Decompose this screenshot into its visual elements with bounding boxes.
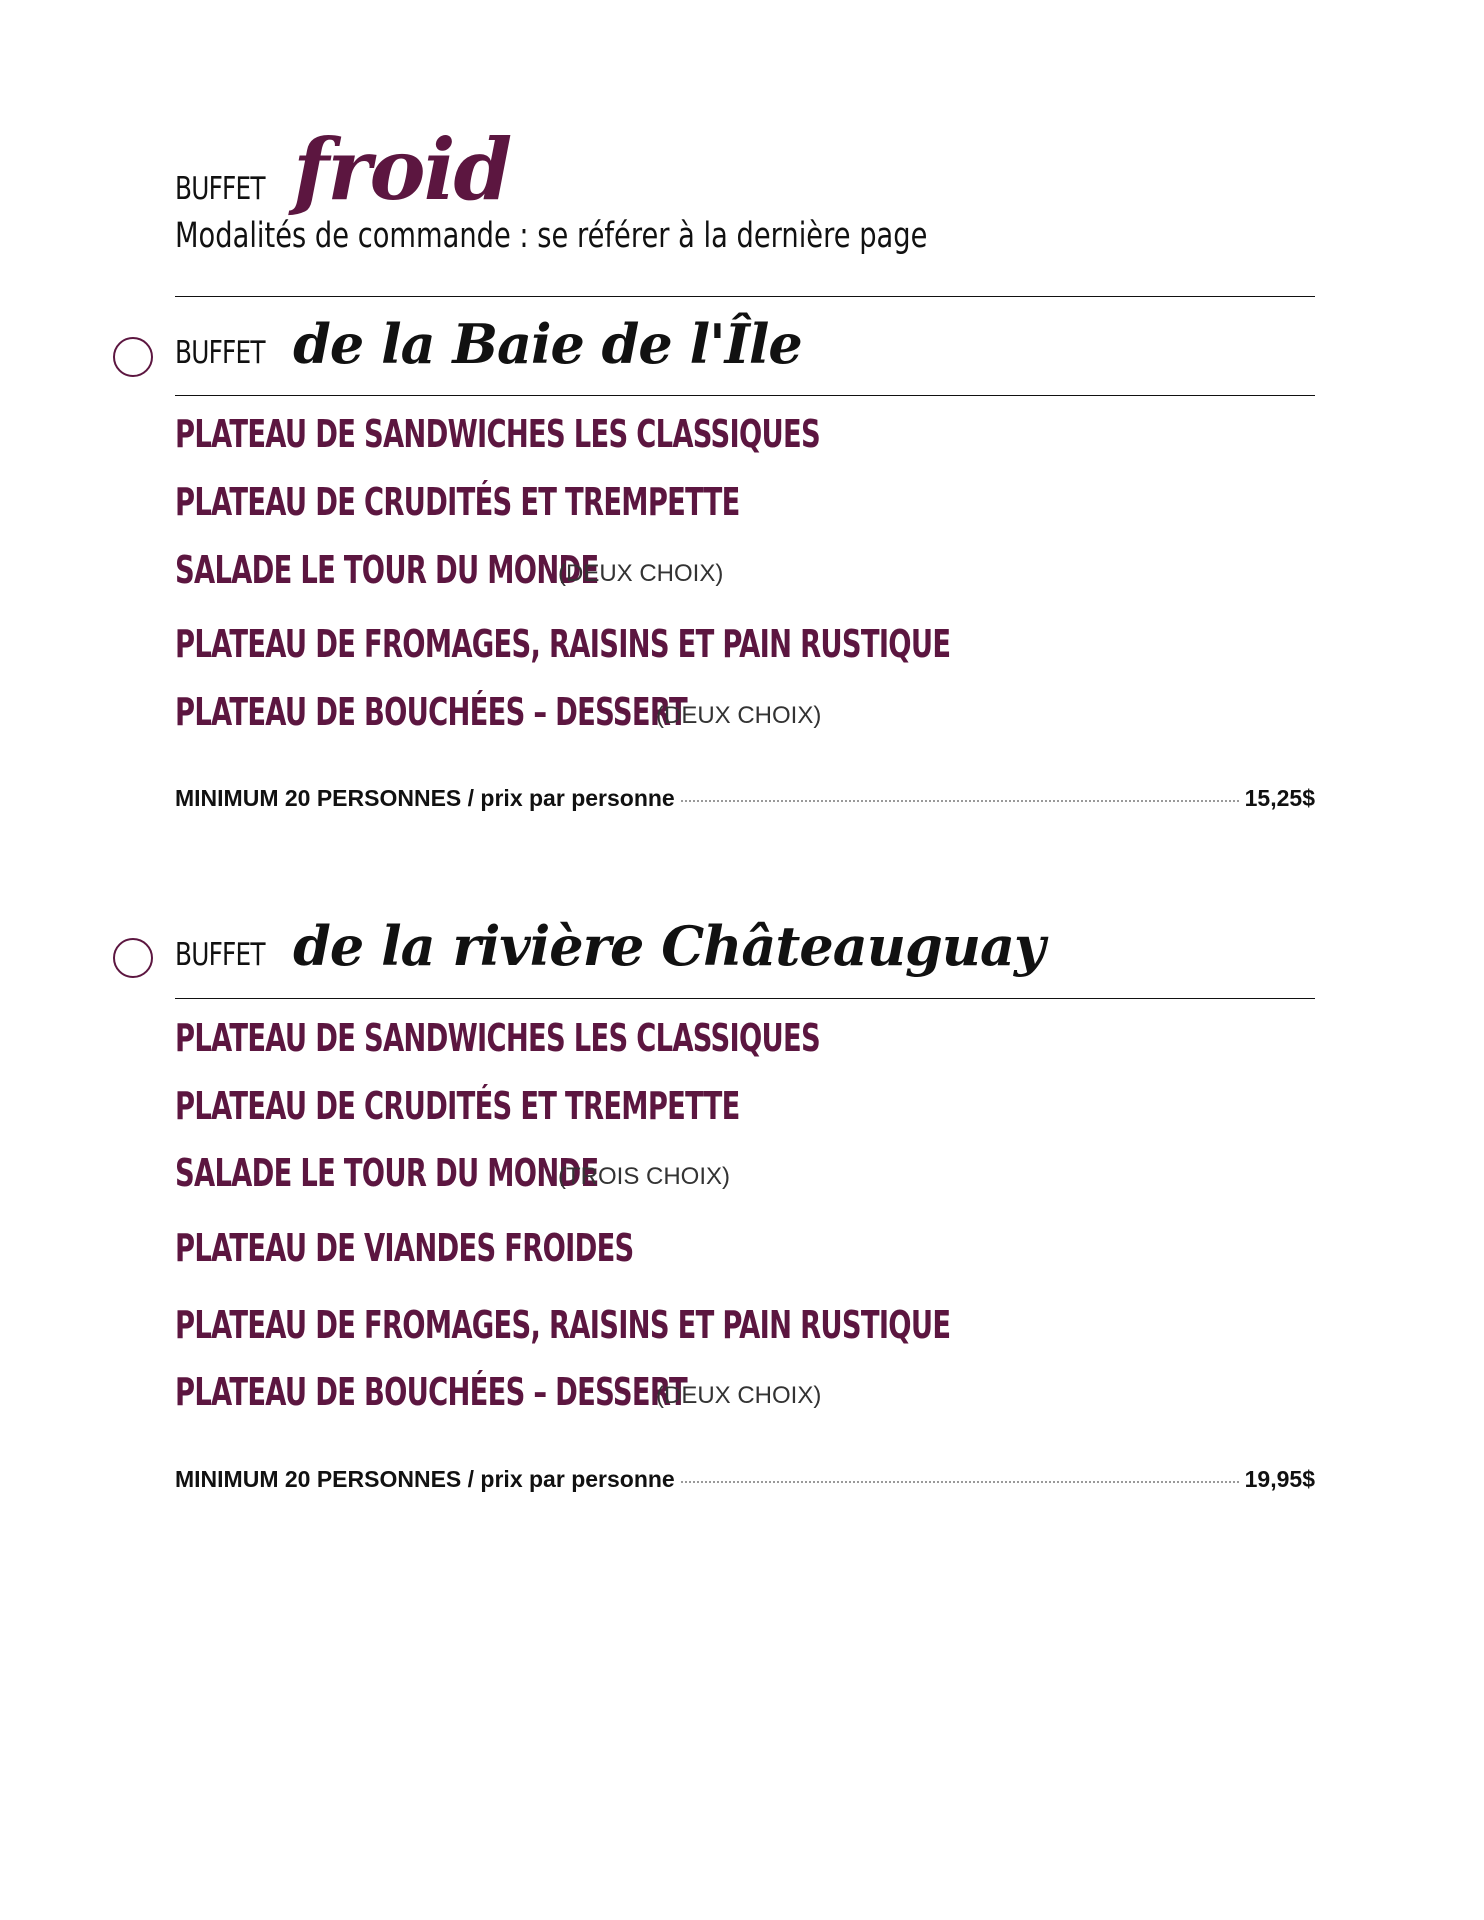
list-item — [175, 1084, 959, 1128]
item-name: PLATEAU DE BOUCHÉES – DESSERT — [175, 690, 687, 734]
price-value: 15,25$ — [1244, 785, 1315, 811]
list-item — [175, 480, 959, 524]
list-item — [175, 622, 1252, 666]
ordering-note: Modalités de commande : se référer à la dernière page — [175, 216, 928, 256]
list-item — [175, 412, 1071, 456]
section-2-divider — [175, 998, 1315, 999]
section-2-buffet-word: BUFFET — [175, 937, 265, 973]
list-item — [175, 548, 763, 592]
section-1-price-row — [175, 785, 1315, 812]
list-item — [175, 1303, 1252, 1347]
price-label: MINIMUM 20 PERSONNES / prix par personne — [175, 785, 675, 811]
list-item — [175, 690, 886, 734]
section-1-divider — [175, 395, 1315, 396]
page-header — [175, 120, 1315, 256]
section-2-price-row — [175, 1466, 1315, 1493]
price-value: 19,95$ — [1244, 1466, 1315, 1492]
item-note: (DEUX CHOIX) — [656, 702, 822, 729]
section-2-radio[interactable] — [113, 938, 153, 978]
header-divider — [175, 296, 1315, 297]
list-item — [175, 1226, 812, 1270]
section-2-name: de la rivière Châteauguay — [293, 914, 1045, 978]
price-label: MINIMUM 20 PERSONNES / prix par personne — [175, 1466, 675, 1492]
item-name: PLATEAU DE VIANDES FROIDES — [175, 1226, 634, 1270]
item-name: PLATEAU DE FROMAGES, RAISINS ET PAIN RUSTIQUE — [175, 1303, 951, 1347]
item-name: PLATEAU DE FROMAGES, RAISINS ET PAIN RUSTIQUE — [175, 622, 951, 666]
section-2-title — [175, 914, 1045, 978]
section-1-title — [175, 312, 802, 376]
title-buffet-word: BUFFET — [175, 171, 265, 207]
section-1-name: de la Baie de l'Île — [293, 312, 802, 376]
page-title — [175, 120, 1315, 219]
title-froid: froid — [293, 120, 511, 219]
item-name: SALADE LE TOUR DU MONDE — [175, 548, 599, 592]
item-name: PLATEAU DE SANDWICHES LES CLASSIQUES — [175, 1016, 820, 1060]
item-note: (TROIS CHOIX) — [558, 1163, 730, 1190]
list-item — [175, 1151, 763, 1195]
item-name: SALADE LE TOUR DU MONDE — [175, 1151, 599, 1195]
leader-dots — [681, 800, 1239, 802]
item-name: PLATEAU DE BOUCHÉES – DESSERT — [175, 1370, 687, 1414]
leader-dots — [681, 1481, 1239, 1483]
item-note: (DEUX CHOIX) — [656, 1382, 822, 1409]
section-1-radio[interactable] — [113, 337, 153, 377]
item-note: (DEUX CHOIX) — [558, 560, 724, 587]
list-item — [175, 1370, 886, 1414]
list-item — [175, 1016, 1071, 1060]
item-name: PLATEAU DE CRUDITÉS ET TREMPETTE — [175, 480, 740, 524]
item-name: PLATEAU DE CRUDITÉS ET TREMPETTE — [175, 1084, 740, 1128]
item-name: PLATEAU DE SANDWICHES LES CLASSIQUES — [175, 412, 820, 456]
section-1-buffet-word: BUFFET — [175, 335, 265, 371]
